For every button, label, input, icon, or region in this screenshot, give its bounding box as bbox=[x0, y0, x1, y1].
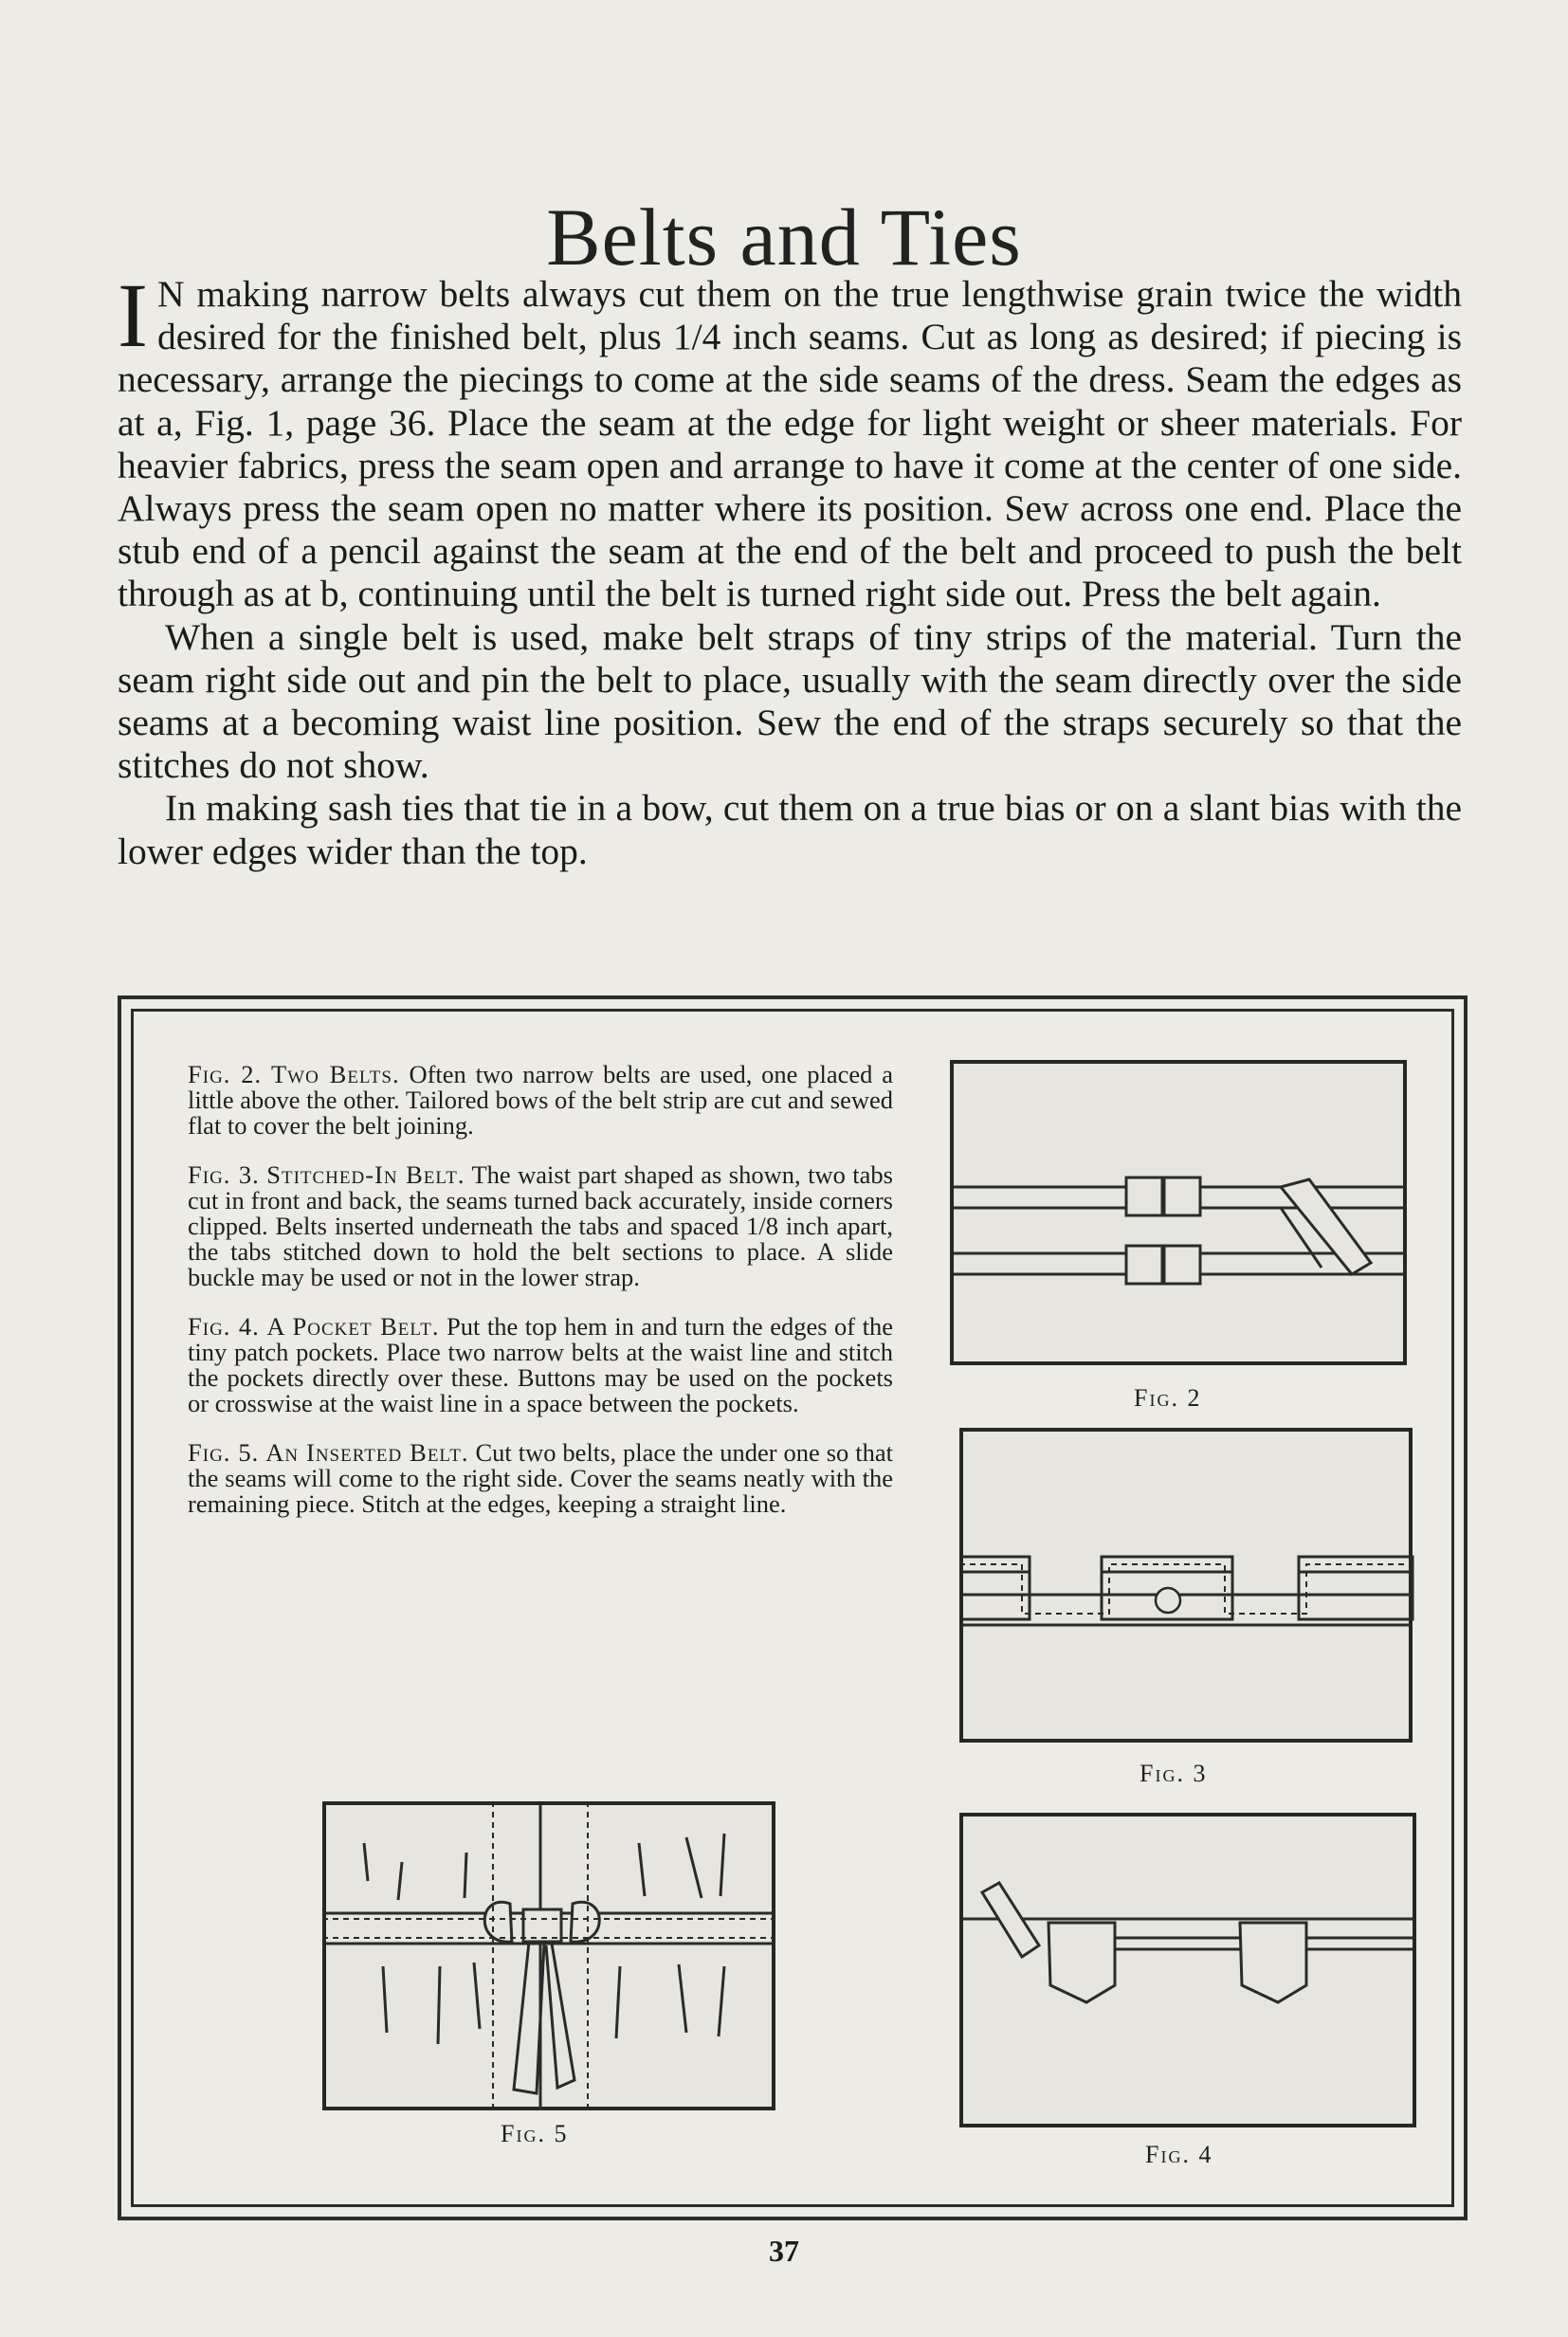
stitched-in-belt-drawing bbox=[963, 1432, 1416, 1746]
fig-2-label: Fig. 2 bbox=[1134, 1384, 1202, 1412]
caption-fig-5: Fig. 5. An Inserted Belt. Cut two belts, place the under one so that the seams will come to the right side. Cover the seams neatly with the remaining piece. Stitch at the edges, keeping a straight line. bbox=[188, 1438, 893, 1518]
caption-fig-2: Fig. 2. Two Belts. Often two narrow belts are used, one placed a little above the other. Tailored bows of the belt strip are cut and sewed flat to cover the belt joining. bbox=[188, 1060, 894, 1140]
fig-5-illustration bbox=[322, 1801, 775, 2110]
fig-4-illustration bbox=[959, 1813, 1416, 2127]
paragraph-3: In making sash ties that tie in a bow, cut them on a true bias or on a slant bias with the lower edges wider than the top. bbox=[118, 787, 1462, 872]
two-belts-drawing bbox=[954, 1064, 1411, 1369]
page-title: Belts and Ties bbox=[546, 191, 1022, 283]
buckle-icon bbox=[1156, 1588, 1180, 1613]
drop-cap: I bbox=[118, 265, 148, 366]
inserted-belt-drawing bbox=[326, 1805, 779, 2114]
article-body bbox=[118, 265, 1462, 873]
fig-5-label: Fig. 5 bbox=[501, 2120, 569, 2147]
paragraph-1 bbox=[118, 265, 1462, 616]
caption-fig-3: Fig. 3. Stitched-In Belt. The waist part shaped as shown, two tabs cut in front and back, the seams turned back accurately, inside corners clipped. Belts inserted underneath the tabs and spaced 1/8 inch apart, the tabs stitched down to hold the belt sections to place. A slide buckle may be used or not in the lower strap. bbox=[188, 1160, 893, 1291]
fig-3-illustration bbox=[959, 1428, 1413, 1743]
pocket-belt-drawing bbox=[963, 1817, 1420, 2131]
caption-fig-4: Fig. 4. A Pocket Belt. Put the top hem in and turn the edges of the tiny patch pockets. Place two narrow belts at the waist line and stitch the pockets directly over these. Buttons may be used on the pockets or crosswise at the waist line in a space between the pockets. bbox=[188, 1312, 893, 1417]
paragraph-1-text: N making narrow belts always cut them on the true lengthwise grain twice the width desired for the finished belt, plus 1/4 inch seams. Cut as long as desired; if piecing is necessary, arrange the piecings to come at the side seams of the dress. Seam the edges as at a, Fig. 1, page 36. Place the seam at the edge for light weight or sheer materials. For heavier fabrics, press the seam open and arrange to have it come at the center of one side. Always press the seam open no matter where its position. Sew across one end. Place the stub end of a pencil against the seam at the end of the belt and proceed to push the belt through as at b, continuing until the belt is turned right side out. Press the belt again. bbox=[118, 273, 1462, 615]
fig-2-illustration bbox=[950, 1060, 1407, 1365]
fig-4-label: Fig. 4 bbox=[1145, 2141, 1213, 2168]
figure-captions bbox=[188, 1062, 893, 1541]
page-number: 37 bbox=[769, 2234, 799, 2268]
paragraph-2: When a single belt is used, make belt straps of tiny strips of the material. Turn the seam right side out and pin the belt to place, usually with the seam directly over the side seams at a becoming waist line position. Sew the end of the straps securely so that the stitches do not show. bbox=[118, 615, 1462, 787]
fig-3-label: Fig. 3 bbox=[1140, 1760, 1208, 1787]
